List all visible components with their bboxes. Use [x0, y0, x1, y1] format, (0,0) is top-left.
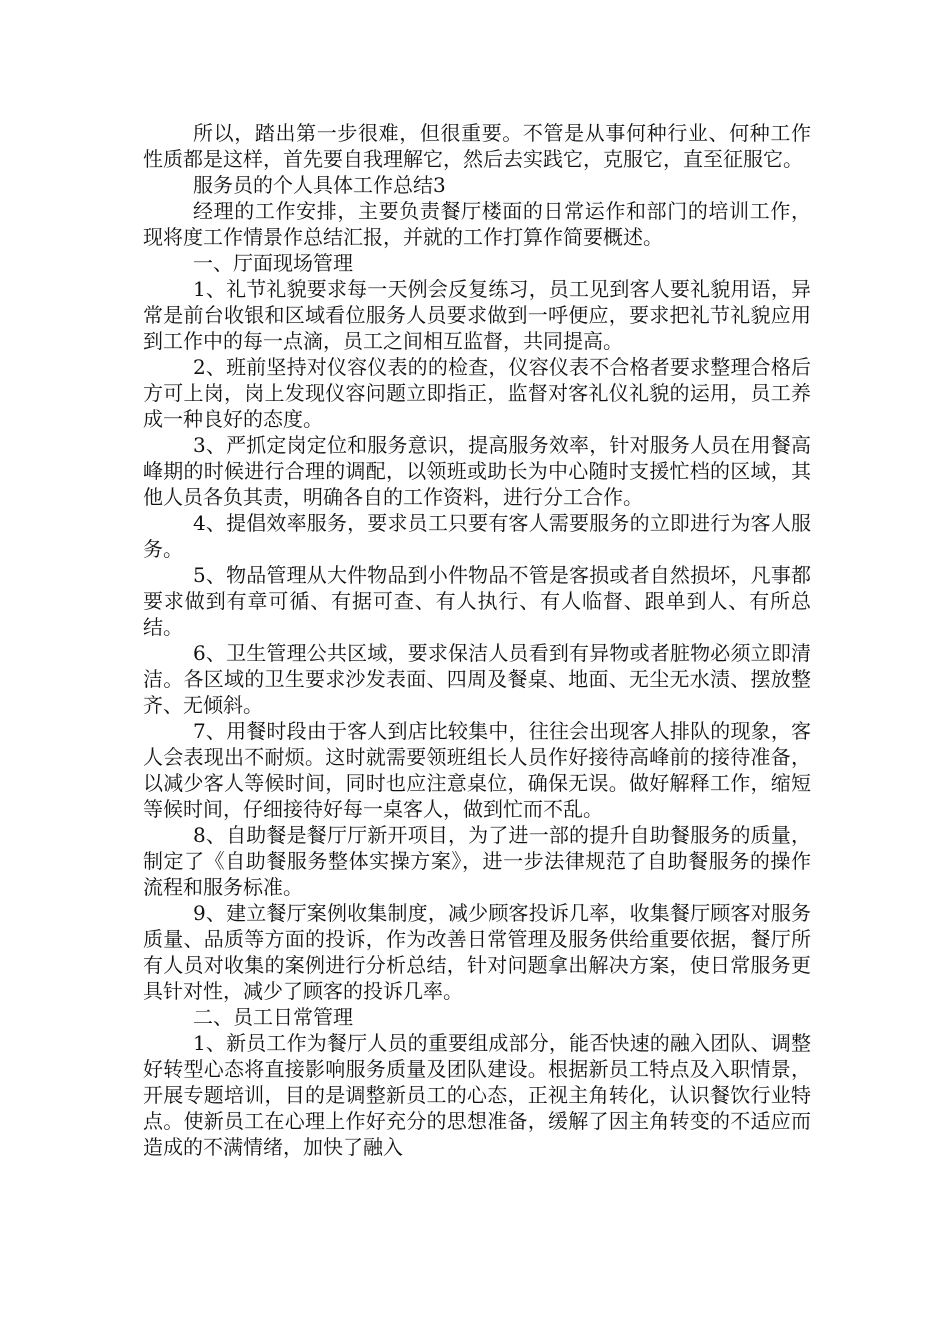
paragraph-item-8: 8、自助餐是餐厅厅新开项目，为了进一部的提升自助餐服务的质量，制定了《自助餐服务整体实操方案》，进一步法律规范了自助餐服务的操作流程和服务标准。: [143, 823, 811, 899]
paragraph-staff-item-1: 1、新员工作为餐厅人员的重要组成部分，能否快速的融入团队、调整好转型心态将直接影响服务质量及团队建设。根据新员工特点及入职情景，开展专题培训，目的是调整新员工的心态，正视主角转化，认识餐饮行业特点。使新员工在心理上作好充分的思想准备，缓解了因主角转变的不适应而造成的不满情绪，加快了融入: [143, 1031, 811, 1159]
paragraph-item-5: 5、物品管理从大件物品到小件物品不管是客损或者自然损坏，凡事都要求做到有章可循、有据可查、有人执行、有人临督、跟单到人、有所总结。: [143, 563, 811, 639]
document-page: [143, 120, 811, 1160]
paragraph-item-9: 9、建立餐厅案例收集制度，减少顾客投诉几率，收集餐厅顾客对服务质量、品质等方面的投诉，作为改善日常管理及服务供给重要依据，餐厅所有人员对收集的案例进行分析总结，针对问题拿出解决方案，使日常服务更具针对性，减少了顾客的投诉几率。: [143, 901, 811, 1003]
paragraph-item-2: 2、班前坚持对仪容仪表的的检查，仪容仪表不合格者要求整理合格后方可上岗，岗上发现仪容问题立即指正，监督对客礼仪礼貌的运用，员工养成一种良好的态度。: [143, 355, 811, 431]
heading-staff-management: 二、员工日常管理: [193, 1005, 353, 1029]
paragraph-item-1: 1、礼节礼貌要求每一天例会反复练习，员工见到客人要礼貌用语，异常是前台收银和区域看位服务人员要求做到一呼便应，要求把礼节礼貌应用到工作中的每一点滴，员工之间相互监督，共同提高。: [143, 277, 811, 353]
heading-floor-management: 一、厅面现场管理: [193, 251, 353, 275]
paragraph-item-4: 4、提倡效率服务，要求员工只要有客人需要服务的立即进行为客人服务。: [143, 511, 811, 561]
paragraph-item-6: 6、卫生管理公共区域，要求保洁人员看到有异物或者脏物必须立即清洁。各区域的卫生要求沙发表面、四周及餐桌、地面、无尘无水渍、摆放整齐、无倾斜。: [143, 641, 811, 717]
paragraph-item-3: 3、严抓定岗定位和服务意识，提高服务效率，针对服务人员在用餐高峰期的时候进行合理的调配，以领班或助长为中心随时支援忙档的区域，其他人员各负其责，明确各自的工作资料，进行分工合作。: [143, 433, 811, 509]
paragraph-item-7: 7、用餐时段由于客人到店比较集中，往往会出现客人排队的现象，客人会表现出不耐烦。这时就需要领班组长人员作好接待高峰前的接待准备，以减少客人等候时间，同时也应注意桌位，确保无误。做好解释工作，缩短等候时间，仔细接待好每一桌客人，做到忙而不乱。: [143, 719, 811, 821]
paragraph-intro: 所以，踏出第一步很难，但很重要。不管是从事何种行业、何种工作性质都是这样，首先要自我理解它，然后去实践它，克服它，直至征服它。: [143, 121, 811, 171]
paragraph-overview: 经理的工作安排，主要负责餐厅楼面的日常运作和部门的培训工作，现将度工作情景作总结汇报，并就的工作打算作简要概述。: [143, 199, 811, 249]
section-title: 服务员的个人具体工作总结3: [193, 173, 446, 197]
